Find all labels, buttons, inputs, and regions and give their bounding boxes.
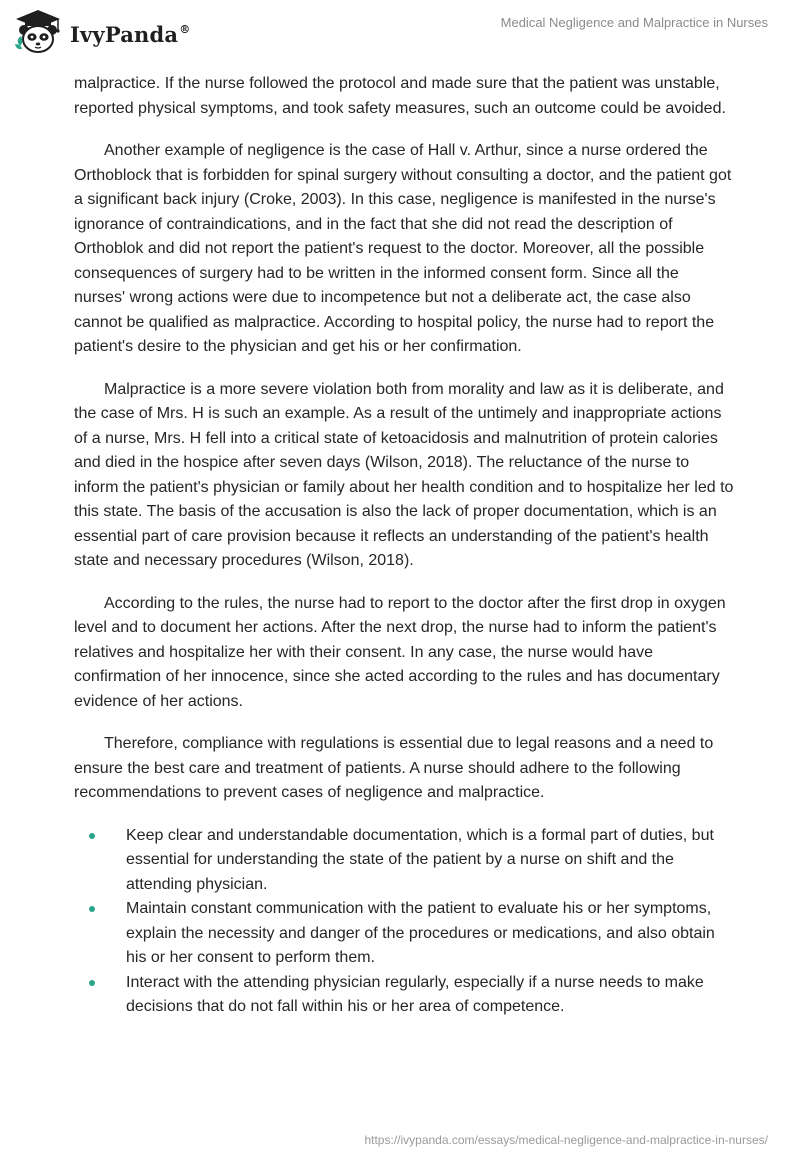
- page-header: [0, 0, 800, 62]
- paragraph: Therefore, compliance with regulations is essential due to legal reasons and a need to ensure the best care and treatment of patients. A nurse should adhere to the following recommendations to prevent cases of negligence and malpractice.: [74, 735, 714, 801]
- list-item: [74, 824, 734, 898]
- paragraph: malpractice. If the nurse followed the protocol and made sure that the patient was unstable, reported physical symptoms, and took safety measures, such an outcome could be avoided.: [74, 75, 726, 117]
- paragraph: According to the rules, the nurse had to report to the doctor after the first drop in oxygen level and to document her actions. After the next drop, the nurse had to inform the patient's relatives and hospitalize her with their consent. In any case, the nurse would have confirmation of her innocence, since she acted according to the rules and has documentary evidence of her actions.: [74, 594, 726, 710]
- panda-graduate-icon: [12, 8, 64, 56]
- list-item: [74, 897, 734, 971]
- bullet-dot-icon: [89, 906, 95, 912]
- ivypanda-logo[interactable]: [12, 8, 190, 56]
- list-item-text: Keep clear and understandable documentation, which is a formal part of duties, but essential for understanding the state of the patient by a nurse on shift and the attending physician.: [126, 826, 714, 893]
- list-item: [74, 971, 734, 1020]
- recommendations-list: [74, 824, 734, 1020]
- bullet-dot-icon: [89, 980, 95, 986]
- brand-name: IvyPanda®: [70, 21, 191, 47]
- essay-body: [74, 72, 734, 1020]
- bullet-dot-icon: [89, 833, 95, 839]
- paragraph: Another example of negligence is the case of Hall v. Arthur, since a nurse ordered the Orthoblock that is forbidden for spinal surgery without consulting a doctor, and the patient got a significant back injury (Croke, 2003). In this case, negligence is manifested in the nurse's ignorance of contraindications, and in the fact that she did not read the description of Orthoblok and did not report the patient's request to the doctor. Moreover, all the possible consequences of surgery had to be written in the informed consent form. Since all the nurses' wrong actions were due to incompetence but not a deliberate act, the case also cannot be qualified as malpractice. According to hospital policy, the nurse had to report the patient's desire to the physician and get his or her confirmation.: [74, 142, 732, 355]
- registered-mark: ®: [179, 22, 191, 36]
- document-title: Medical Negligence and Malpractice in Nurses: [500, 15, 768, 30]
- list-item-text: Interact with the attending physician regularly, especially if a nurse needs to make decisions that do not fall within his or her area of competence.: [126, 973, 704, 1015]
- list-item-text: Maintain constant communication with the patient to evaluate his or her symptoms, explain the necessity and danger of the procedures or medications, and also obtain his or her consent to perform them.: [126, 900, 715, 966]
- paragraph: Malpractice is a more severe violation both from morality and law as it is deliberate, and the case of Mrs. H is such an example. As a result of the untimely and inappropriate actions of a nurse, Mrs. H fell into a critical state of ketoacidosis and malnutrition of protein calories and died in the hospice after seven days (Wilson, 2018). The reluctance of the nurse to inform the patient's physician or family about her health condition and to hospitalize her led to this state. The basis of the accusation is also the lack of proper documentation, which is an essential part of care provision because it reflects an understanding of the patient's health state and necessary procedures (Wilson, 2018).: [74, 380, 734, 569]
- source-url-link[interactable]: https://ivypanda.com/essays/medical-negligence-and-malpractice-in-nurses/: [364, 1133, 768, 1147]
